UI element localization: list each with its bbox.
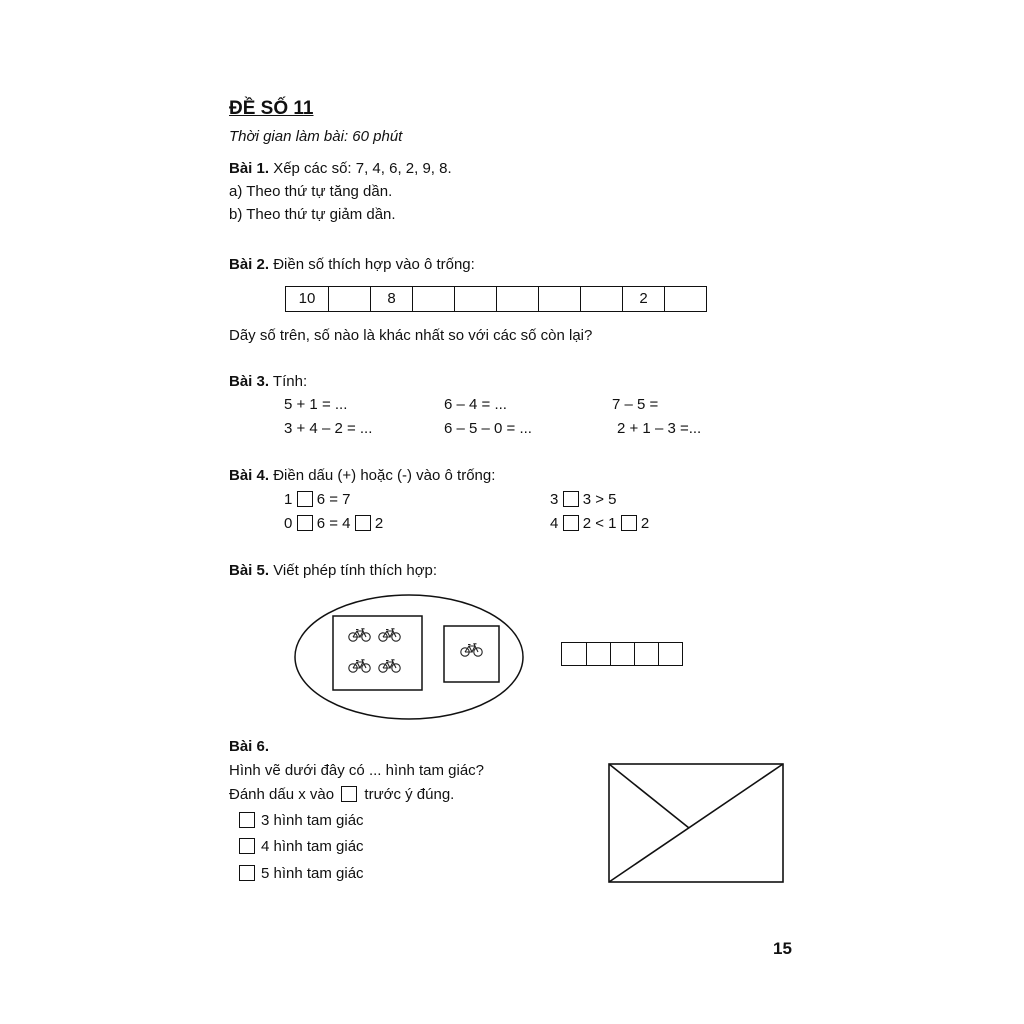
expr-2-1: 3 + 4 – 2 = ...	[284, 420, 373, 437]
sequence-cell[interactable]	[538, 287, 580, 311]
page-title: ĐỀ SỐ 11	[229, 98, 314, 119]
answer-box[interactable]	[562, 643, 586, 665]
time-limit: Thời gian làm bài: 60 phút	[229, 128, 403, 145]
expr-2-2: 6 – 5 – 0 = ...	[444, 420, 532, 437]
bai6-label: Bài 6.	[229, 738, 270, 755]
page-number: 15	[773, 939, 792, 958]
bicycle-icon	[349, 629, 370, 641]
bai1-heading	[229, 160, 452, 178]
sign-row-r1	[550, 491, 616, 509]
option-label: 4 hình tam giác	[261, 838, 364, 855]
operand: 6 = 4	[316, 515, 351, 532]
sign-box[interactable]	[355, 515, 371, 531]
number-sequence-boxes	[285, 286, 707, 312]
sequence-cell[interactable]	[454, 287, 496, 311]
sequence-cell[interactable]: 10	[298, 290, 316, 307]
option-4-triangles[interactable]	[239, 838, 364, 856]
option-label: 5 hình tam giác	[261, 865, 364, 882]
sequence-cell[interactable]	[412, 287, 454, 311]
operand: 4	[550, 515, 559, 532]
answer-box[interactable]	[658, 643, 682, 665]
bicycle-icon	[379, 629, 400, 641]
bai3-label: Bài 3.	[229, 373, 270, 390]
bai1-label: Bài 1.	[229, 160, 270, 177]
sample-checkbox	[341, 786, 357, 802]
bai2-question: Dãy số trên, số nào là khác nhất so với các số còn lại?	[229, 327, 593, 344]
operand: 3	[550, 491, 559, 508]
option-5-triangles[interactable]	[239, 865, 364, 883]
operand: 1	[284, 491, 293, 508]
bai1-a: a) Theo thứ tự tăng dần.	[229, 183, 393, 200]
bai4-text: Điền dấu (+) hoặc (-) vào ô trống:	[269, 467, 496, 484]
bai2-text: Điền số thích hợp vào ô trống:	[269, 256, 475, 273]
bai2-label: Bài 2.	[229, 256, 270, 273]
operand: 2 < 1	[582, 515, 617, 532]
bai5-label: Bài 5.	[229, 562, 270, 579]
option-3-triangles[interactable]	[239, 812, 364, 830]
expr-2-3: 2 + 1 – 3 =...	[617, 420, 702, 437]
bicycle-icon	[379, 660, 400, 672]
bai4-label: Bài 4.	[229, 467, 270, 484]
figure-segment	[609, 764, 689, 828]
bai2-heading	[229, 256, 475, 274]
sequence-cell[interactable]: 2	[622, 287, 664, 311]
group-box-4	[333, 616, 422, 690]
sign-box[interactable]	[563, 491, 579, 507]
figure-diagonal	[609, 764, 783, 882]
group-box-1	[444, 626, 499, 682]
bai1-b: b) Theo thứ tự giảm dần.	[229, 206, 396, 223]
expr-1-2: 6 – 4 = ...	[444, 396, 507, 413]
bicycle-icon	[349, 660, 370, 672]
operand: 3 > 5	[582, 491, 617, 508]
answer-box[interactable]	[610, 643, 634, 665]
option-checkbox[interactable]	[239, 865, 255, 881]
sign-box[interactable]	[297, 515, 313, 531]
instruction-text: Đánh dấu x vào	[229, 786, 335, 803]
bai3-heading	[229, 373, 307, 391]
sequence-cell[interactable]	[496, 287, 538, 311]
operand: 2	[374, 515, 384, 532]
operand: 2	[640, 515, 650, 532]
sign-box[interactable]	[563, 515, 579, 531]
option-checkbox[interactable]	[239, 838, 255, 854]
instruction-text: trước ý đúng.	[364, 786, 455, 803]
bai5-heading	[229, 562, 437, 580]
option-label: 3 hình tam giác	[261, 812, 364, 829]
bai3-text: Tính:	[269, 373, 308, 390]
bai1-text: Xếp các số: 7, 4, 6, 2, 9, 8.	[269, 160, 452, 177]
bai6-question: Hình vẽ dưới đây có ... hình tam giác?	[229, 762, 485, 779]
bicycle-icon	[461, 644, 482, 656]
operand: 0	[284, 515, 293, 532]
sign-row-r2	[550, 515, 649, 533]
sequence-cell[interactable]	[664, 287, 706, 311]
answer-boxes	[561, 642, 683, 666]
sign-row-l1	[284, 491, 350, 509]
expr-1-1: 5 + 1 = ...	[284, 396, 348, 413]
answer-box[interactable]	[586, 643, 610, 665]
answer-box[interactable]	[634, 643, 658, 665]
sequence-cell[interactable]	[328, 287, 370, 311]
operand: 6 = 7	[316, 491, 351, 508]
sign-row-l2	[284, 515, 383, 533]
option-checkbox[interactable]	[239, 812, 255, 828]
sign-box[interactable]	[297, 491, 313, 507]
bai5-text: Viết phép tính thích hợp:	[269, 562, 438, 579]
group-ellipse	[295, 595, 523, 719]
bai6-instruction	[229, 786, 454, 804]
sequence-cell[interactable]	[580, 287, 622, 311]
figure-rectangle	[609, 764, 783, 882]
sign-box[interactable]	[621, 515, 637, 531]
bai4-heading	[229, 467, 495, 485]
expr-1-3: 7 – 5 =	[612, 396, 659, 413]
sequence-cell[interactable]: 8	[370, 287, 412, 311]
